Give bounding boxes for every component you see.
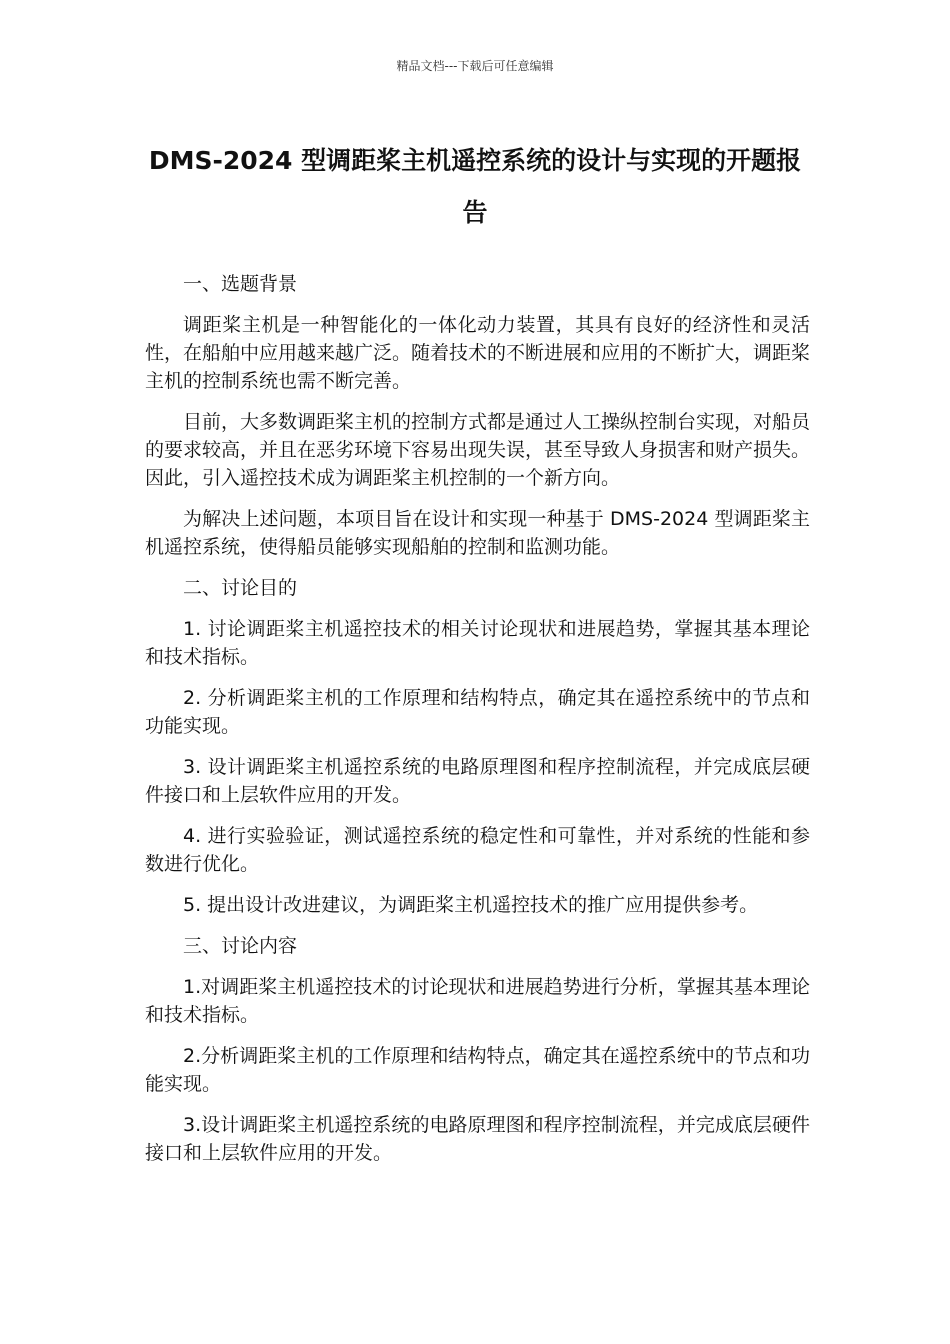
paragraph: 为解决上述问题，本项目旨在设计和实现一种基于 DMS-2024 型调距桨主机遥控系统，使得船员能够实现船舶的控制和监测功能。 [145,508,810,558]
section-background [145,270,810,561]
section-heading: 三、讨论内容 [183,935,298,957]
list-item: 2. 分析调距桨主机的工作原理和结构特点，确定其在遥控系统中的节点和功能实现。 [145,687,810,737]
section-objectives [145,574,810,919]
paragraph: 调距桨主机是一种智能化的一体化动力装置，其具有良好的经济性和灵活性，在船舶中应用越来越广泛。随着技术的不断进展和应用的不断扩大，调距桨主机的控制系统也需不断完善。 [145,314,811,392]
section-heading: 二、讨论目的 [183,577,298,599]
document-body [145,270,810,1180]
document-title: DMS-2024 型调距桨主机遥控系统的设计与实现的开题报告 [148,146,802,227]
list-item: 1. 讨论调距桨主机遥控技术的相关讨论现状和进展趋势，掌握其基本理论和技术指标。 [145,618,810,668]
list-item: 4. 进行实验验证，测试遥控系统的稳定性和可靠性，并对系统的性能和参数进行优化。 [145,825,810,875]
paragraph: 目前，大多数调距桨主机的控制方式都是通过人工操纵控制台实现，对船员的要求较高，并且在恶劣环境下容易出现失误，甚至导致人身损害和财产损失。因此，引入遥控技术成为调距桨主机控制的一个新方向。 [145,411,811,489]
list-item: 5. 提出设计改进建议，为调距桨主机遥控技术的推广应用提供参考。 [183,894,759,916]
section-heading: 一、选题背景 [183,273,298,295]
list-item: 3. 设计调距桨主机遥控系统的电路原理图和程序控制流程，并完成底层硬件接口和上层软件应用的开发。 [145,756,810,806]
page-header: 精品文档---下载后可任意编辑 [396,59,554,73]
list-item: 2.分析调距桨主机的工作原理和结构特点，确定其在遥控系统中的节点和功能实现。 [145,1045,810,1095]
list-item: 3.设计调距桨主机遥控系统的电路原理图和程序控制流程，并完成底层硬件接口和上层软件应用的开发。 [145,1114,810,1164]
section-content [145,932,810,1167]
list-item: 1.对调距桨主机遥控技术的讨论现状和进展趋势进行分析，掌握其基本理论和技术指标。 [145,976,810,1026]
